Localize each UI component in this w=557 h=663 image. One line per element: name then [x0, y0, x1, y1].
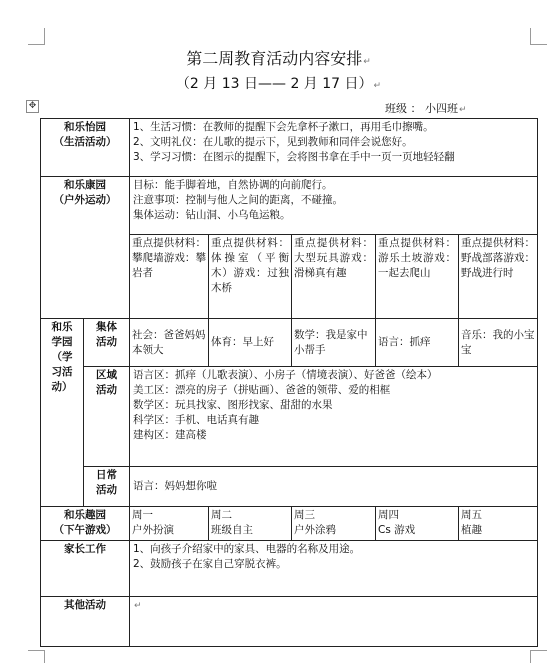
schedule-table — [40, 118, 538, 647]
cell-parent-work[interactable]: 1、向孩子介绍家中的家具、电器的名称及用途。 2、鼓励孩子在家自己穿脱衣裤。 — [130, 541, 538, 597]
class-line: 班级 ： 小四班↵ — [385, 102, 467, 115]
cell-fun-day[interactable]: 周二 班级自主 — [209, 507, 292, 541]
cell-group-activity[interactable]: 体育：早上好 — [209, 319, 292, 367]
cell-fun-day[interactable]: 周一 户外扮演 — [130, 507, 209, 541]
row-parent — [41, 541, 538, 597]
label-outdoor: 和乐康园 （户外运动） — [41, 177, 130, 319]
page-corner-mark — [28, 28, 45, 45]
row-other — [41, 597, 538, 647]
cell-fun-day[interactable]: 周五 植趣 — [459, 507, 538, 541]
cell-material[interactable]: 重点提供材料：攀爬墙游戏：攀岩者 — [130, 235, 209, 319]
cell-material[interactable]: 重点提供材料：游乐土坡游戏：一起去爬山 — [376, 235, 459, 319]
document-subtitle: （2 月 13 日—— 2 月 17 日）↵ — [175, 76, 382, 92]
label-fun: 和乐趣园 （下午游戏） — [41, 507, 130, 541]
row-life — [41, 119, 538, 177]
document-title: 第二周教育活动内容安排↵ — [186, 49, 371, 68]
label-study-area: 区域 活动 — [84, 367, 130, 467]
row-study-group — [41, 319, 538, 367]
cell-area-activity[interactable]: 语言区：抓痒（儿歌表演）、小房子（情境表演）、好爸爸（绘本） 美工区：漂亮的房子（拼贴画）、爸爸的领带、爱的相框 数学区：玩具找家、图形找家、甜甜的水果 科学区：手机、电话真有趣 建构区：建高楼 — [130, 367, 538, 467]
cell-material[interactable]: 重点提供材料：大型玩具游戏：滑梯真有趣 — [292, 235, 376, 319]
move-cross-icon[interactable]: ✥ — [26, 100, 39, 113]
cell-group-activity[interactable]: 社会：爸爸妈妈本领大 — [130, 319, 209, 367]
label-other: 其他活动 — [41, 597, 130, 647]
cell-fun-day[interactable]: 周四 Cs 游戏 — [376, 507, 459, 541]
row-fun — [41, 507, 538, 541]
row-outdoor-top — [41, 177, 538, 235]
page-corner-mark — [530, 28, 547, 45]
label-life: 和乐怡园 （生活活动） — [41, 119, 130, 177]
cell-material[interactable]: 重点提供材料：野战部落游戏：野战进行时 — [459, 235, 538, 319]
cell-fun-day[interactable]: 周三 户外涂鸦 — [292, 507, 376, 541]
cell-other-activity[interactable]: ↵ — [130, 597, 538, 647]
cell-material[interactable]: 重点提供材料：体操室（平衡木）游戏：过独木桥 — [209, 235, 292, 319]
label-study-daily: 日常 活动 — [84, 467, 130, 507]
page-corner-mark — [530, 650, 547, 663]
label-study: 和乐 学园 （学 习活 动） — [41, 319, 84, 507]
row-study-daily — [41, 467, 538, 507]
cell-group-activity[interactable]: 语言：抓痒 — [376, 319, 459, 367]
label-parent: 家长工作 — [41, 541, 130, 597]
label-study-group: 集体 活动 — [84, 319, 130, 367]
cell-outdoor-goal[interactable]: 目标：能手脚着地，自然协调的向前爬行。 注意事项：控制与他人之间的距离，不碰撞。 集体运动：钻山洞、小乌龟运粮。 — [130, 177, 538, 235]
cell-group-activity[interactable]: 数学：我是家中小帮手 — [292, 319, 376, 367]
page-corner-mark — [28, 650, 45, 663]
cell-daily-activity[interactable]: 语言：妈妈想你啦 — [130, 467, 538, 507]
cell-life-content[interactable]: 1、生活习惯：在教师的提醒下会先拿杯子漱口，再用毛巾擦嘴。 2、文明礼仪：在儿歌的提示下，见到教师和同伴会说您好。 3、学习习惯：在图示的提醒下，会将图书拿在手中一页一页地轻轻翻 — [130, 119, 538, 177]
row-study-area — [41, 367, 538, 467]
cell-group-activity[interactable]: 音乐：我的小宝宝 — [459, 319, 538, 367]
